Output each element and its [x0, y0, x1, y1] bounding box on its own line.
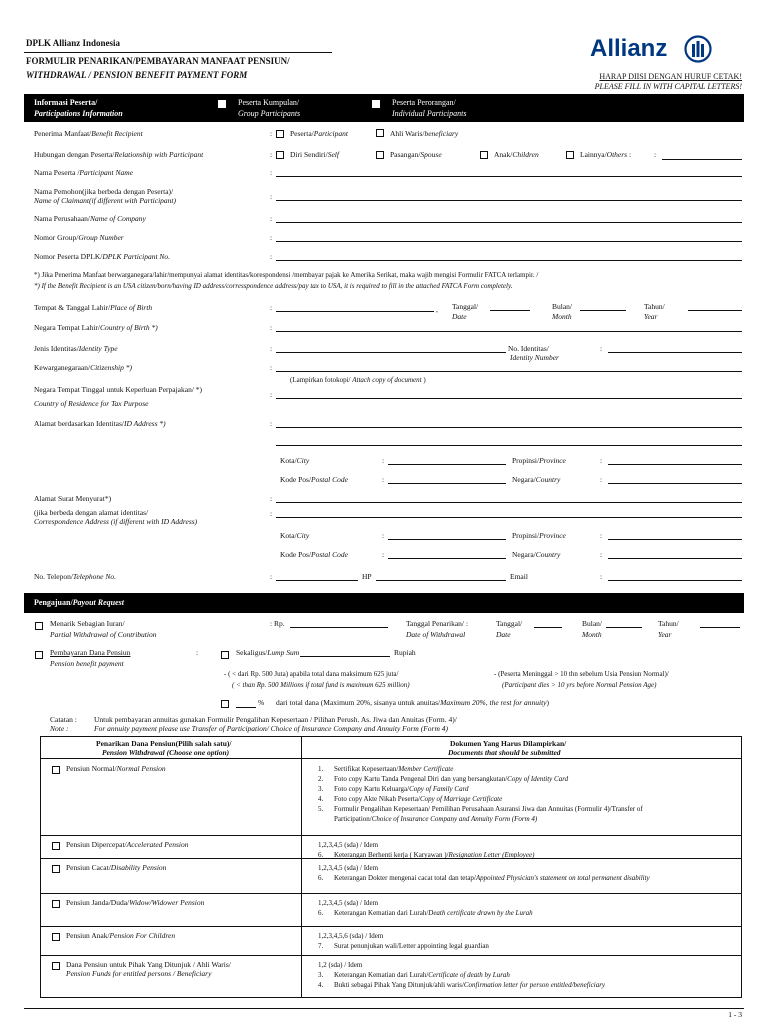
group-number-input[interactable]: [276, 241, 742, 242]
mail-address-sub-en: Correspondence Address (if different with ID Address): [34, 517, 198, 526]
colon: :: [382, 475, 385, 484]
lump-sum-amount-input[interactable]: [300, 656, 390, 657]
id-province-input[interactable]: [608, 464, 742, 465]
capital-letters-note-id: HARAP DIISI DENGAN HURUF CETAK!: [599, 72, 742, 81]
document-item-text-id: Foto copy Kartu Tanda Pengenal Diri dan yang bersangkutan/: [334, 775, 508, 783]
birth-month-label-id: Bulan/: [552, 302, 572, 311]
relationship-label: Hubungan dengan Peserta/Relationship with Participant: [34, 150, 204, 159]
document-item-text-id: Keterangan Dokter mengenai cacat total dan tetap/: [334, 874, 476, 882]
id-city-label: Kota/City: [280, 456, 310, 465]
withdraw-year-label-id: Tahun/: [658, 619, 679, 628]
pension-option-label-en: Accelerated Pension: [126, 840, 189, 849]
id-postal-label: Kode Pos/Postal Code: [280, 475, 348, 484]
recipient-participant-checkbox[interactable]: [276, 130, 284, 138]
lump-rule1-en: ( < than Rp. 500 Millions if total fund is maximum 625 million): [232, 681, 410, 689]
colon: :: [382, 456, 385, 465]
participant-name-input[interactable]: [276, 176, 742, 177]
birth-country-label: Negara Tempat Lahir/Country of Birth *): [34, 323, 158, 332]
identity-number-label-id: No. Identitas/: [508, 344, 549, 353]
document-item: [334, 874, 650, 883]
fatca-note-en: *) If the Benefit Recipient is an USA citizen/born/having ID address/corresspondence address/pay tax to USA, it is required to fill in the attached FATCA Form completely.: [34, 282, 513, 290]
colon: :: [270, 303, 273, 312]
pension-payment-checkbox[interactable]: [35, 651, 43, 659]
colon: :: [270, 129, 273, 138]
email-label: Email: [510, 572, 528, 581]
document-item: [334, 785, 469, 794]
id-city-input[interactable]: [388, 464, 506, 465]
document-item-text-en: Certificate of death by Lurah: [428, 971, 510, 979]
withdraw-year-input[interactable]: [700, 627, 740, 628]
pension-option-label: [66, 931, 175, 940]
document-item-text-id: 1,2,3,4,5 (sda) / Idem: [318, 899, 379, 907]
pension-payment-label-en: Pension benefit payment: [50, 659, 124, 668]
colon: :: [654, 150, 657, 159]
pension-option-label-en: Normal Pension: [116, 764, 166, 773]
document-item-text-id: Bukti sebagai Pihak Yang Ditunjuk/ahli waris/: [334, 981, 464, 989]
relation-others-checkbox[interactable]: [566, 151, 574, 159]
hp-label: HP: [362, 572, 372, 581]
document-item: [334, 909, 533, 918]
document-item-number: 6.: [318, 874, 324, 882]
colon: :: [600, 550, 603, 559]
pension-option-label-id: Pensiun Anak/: [66, 931, 110, 940]
table-col2-header-id: Dokumen Yang Harus Dilampirkan/: [450, 739, 567, 748]
hp-input[interactable]: [376, 580, 506, 581]
birth-year-label-en: Year: [644, 312, 658, 321]
colon: :: [270, 363, 273, 372]
document-item-number: 7.: [318, 942, 324, 950]
tax-country-label: Negara Tempat Tinggal untuk Keperluan Perpajakan/ *): [34, 385, 203, 394]
individual-participant-checkbox[interactable]: [372, 100, 380, 108]
document-item-number: 4.: [318, 981, 324, 989]
colon: :: [196, 648, 199, 657]
table-row-divider: [40, 858, 742, 859]
document-item-text-en: Copy of Family Card: [409, 785, 469, 793]
rp-label: : Rp.: [270, 619, 285, 628]
pension-option-checkbox[interactable]: [52, 900, 60, 908]
document-item-number: 4.: [318, 795, 324, 803]
relation-others-input[interactable]: [662, 159, 742, 160]
note-label-en: Note :: [50, 724, 69, 733]
pension-payment-label-id: Pembayaran Dana Pensiun: [50, 648, 131, 657]
document-item-text-en: Choice of Insurance Company and Annuity Form (Form 4): [371, 815, 538, 823]
pension-option-label-en: Pension For Children: [109, 931, 176, 940]
mail-address-label: Alamat Surat Menyurat*): [34, 494, 112, 503]
payout-request-bar: [24, 593, 744, 613]
id-country-input[interactable]: [608, 483, 742, 484]
colon: :: [270, 233, 273, 242]
mail-address-input-line1[interactable]: [276, 502, 742, 503]
colon: :: [270, 214, 273, 223]
percent-sign: %: [258, 698, 265, 707]
company-name-input[interactable]: [276, 222, 742, 223]
colon: :: [270, 323, 273, 332]
pension-option-label: [66, 840, 188, 849]
partial-withdrawal-checkbox[interactable]: [35, 622, 43, 630]
id-address-input-line2[interactable]: [276, 445, 742, 446]
lump-rule2-en: (Participant dies > 10 yrs before Normal Pension Age): [502, 681, 657, 689]
group-number-label: Nomor Group/Group Number: [34, 233, 124, 242]
document-item-text-id: Sertifikat Kepesertaan/: [334, 765, 399, 773]
company-name-label: Nama Perusahaan/Name of Company: [34, 214, 146, 223]
pension-option-label: [66, 960, 231, 978]
dplk-number-label: Nomor Peserta DPLK/DPLK Participant No.: [34, 252, 171, 261]
colon: :: [600, 344, 603, 353]
withdraw-month-label-en: Month: [582, 630, 602, 639]
colon: :: [270, 344, 273, 353]
relation-self-checkbox[interactable]: [276, 151, 284, 159]
individual-participant-label-en: Individual Participants: [392, 109, 467, 118]
table-row-divider: [40, 955, 742, 956]
pension-option-label-id: Pensiun Janda/Duda/: [66, 898, 130, 907]
mail-city-input[interactable]: [388, 539, 506, 540]
pension-option-label-en: Pension Funds for entitled persons / Beneficiary: [66, 969, 212, 978]
claimant-name-input[interactable]: [276, 200, 742, 201]
pension-option-checkbox[interactable]: [52, 962, 60, 970]
withdraw-year-label-en: Year: [658, 630, 672, 639]
document-item-number: 6.: [318, 909, 324, 917]
allianz-eagle-icon: [684, 35, 712, 63]
identity-type-input[interactable]: [276, 352, 506, 353]
document-item-text-id: 1,2 (sda) / Idem: [318, 961, 363, 969]
pension-option-label: [66, 898, 204, 907]
document-item-text-id: 1,2,3,4,5,6 (sda) / Idem: [318, 932, 384, 940]
table-col2-header-en: Documents that should be submitted: [448, 748, 561, 757]
relation-spouse-label: Pasangan/Spouse: [390, 150, 442, 159]
header-divider: [24, 52, 332, 53]
birth-month-label-en: Month: [552, 312, 572, 321]
document-item-text-id: 1,2,3,4,5 (sda) / Idem: [318, 864, 379, 872]
document-item-number: 3.: [318, 785, 324, 793]
fatca-note-id: *) Jika Penerima Manfaat berwarganegara/lahir/mempunyai alamat identitas/korespondensi /membayar pajak ke Amerika Serikat, maka wajib mengisi Formulir FATCA terlampir. /: [34, 271, 539, 279]
participants-info-bar: [24, 94, 744, 122]
colon: :: [270, 150, 273, 159]
email-input[interactable]: [608, 580, 742, 581]
form-title-id: FORMULIR PENARIKAN/PEMBAYARAN MANFAAT PENSIUN/: [26, 56, 290, 66]
document-item: [318, 841, 378, 850]
identity-type-label: Jenis Identitas/Identity Type: [34, 344, 118, 353]
relation-children-label: Anak/Children: [494, 150, 539, 159]
table-column-divider: [301, 736, 302, 998]
document-item-text-id: Formulir Pengalihan Kepesertaan/ Pemilihan Perusahaan Asuransi Jiwa dan Annuitas (Formulir 4)/Transfer of: [334, 805, 643, 813]
pension-option-checkbox[interactable]: [52, 766, 60, 774]
id-postal-input[interactable]: [388, 483, 506, 484]
birth-year-input[interactable]: [688, 310, 742, 311]
mail-province-label: Propinsi/Province: [512, 531, 566, 540]
pension-option-label-id: Pensiun Dipercepat/: [66, 840, 127, 849]
individual-participant-label-id: Peserta Perorangan/: [392, 98, 456, 107]
phone-input[interactable]: [276, 580, 358, 581]
lump-rule2-id: - (Peserta Meninggal > 10 thn sebelum Usia Pensiun Normal)/: [494, 670, 669, 678]
rupiah-label: Rupiah: [394, 648, 416, 657]
withdraw-day-input[interactable]: [534, 627, 562, 628]
pension-option-label-id: Pensiun Normal/: [66, 764, 117, 773]
page-number: 1 - 3: [728, 1010, 742, 1019]
group-participant-label-id: Peserta Kumpulan/: [238, 98, 300, 107]
withdraw-date-label-id: Tanggal Penarikan/ :: [406, 619, 468, 628]
lump-sum-checkbox[interactable]: [221, 651, 229, 659]
tax-country-label-en: Country of Residence for Tax Purpose: [34, 399, 149, 408]
colon: :: [270, 192, 273, 201]
claimant-name-label: Nama Pemohon(jika berbeda dengan Peserta)/: [34, 187, 174, 196]
document-item-number: 6.: [318, 851, 324, 859]
colon: :: [270, 509, 273, 518]
partial-withdrawal-label-en: Partial Withdrawal of Contribution: [50, 630, 157, 639]
document-item: [334, 765, 453, 774]
birth-date-label-en: Date: [452, 312, 467, 321]
note-text-id: Untuk pembayaran annuitas gunakan Formulir Pengalihan Kepesertaan / Pilihan Perush. As. Jiwa dan Anuitas (Form. 4)/: [94, 715, 457, 724]
citizenship-input[interactable]: [276, 371, 742, 372]
id-country-label: Negara/Country: [512, 475, 561, 484]
colon: :: [600, 531, 603, 540]
table-row-divider: [40, 893, 742, 894]
colon: :: [270, 252, 273, 261]
id-province-label: Propinsi/Province: [512, 456, 566, 465]
document-item-text-en: Member Certificate: [398, 765, 454, 773]
mail-address-sub: (jika berbeda dengan alamat identitas/: [34, 508, 149, 517]
comma: ,: [436, 305, 438, 314]
withdraw-month-input[interactable]: [606, 627, 642, 628]
birth-country-input[interactable]: [276, 331, 742, 332]
allianz-logo-text: Allianz: [590, 35, 668, 62]
document-item-number: 2.: [318, 775, 324, 783]
colon: :: [600, 475, 603, 484]
colon: :: [600, 456, 603, 465]
document-item-text-en: Copy of Identity Card: [507, 775, 569, 783]
document-item-number: 1.: [318, 765, 324, 773]
colon: :: [270, 419, 273, 428]
table-col1-header-id: Penarikan Dana Pensiun(Pilih salah satu)/: [96, 739, 232, 748]
birth-year-label-id: Tahun/: [644, 302, 665, 311]
note-text-en: For annuity payment please use Transfer of Participation/ Choice of Insurance Company and Annuity Form (Form 4): [94, 724, 448, 733]
colon: :: [270, 494, 273, 503]
percentage-checkbox[interactable]: [221, 700, 229, 708]
relation-spouse-checkbox[interactable]: [376, 151, 384, 159]
table-col1-header-en: Pension Withdrawal (Choose one option): [102, 748, 230, 757]
withdraw-day-label-id: Tanggal/: [496, 619, 523, 628]
document-item-text-id: Keterangan Kematian dari Lurah/: [334, 909, 429, 917]
mail-country-input[interactable]: [608, 558, 742, 559]
document-item-text-en: Resignation Letter (Employee): [448, 851, 535, 859]
partial-amount-input[interactable]: [290, 627, 388, 628]
pension-option-label-id: Pensiun Cacat/: [66, 863, 111, 872]
document-item-text-en: Appointed Physician's statement on total permanent disability: [475, 874, 650, 882]
colon: :: [600, 572, 603, 581]
document-item: [334, 981, 605, 990]
withdraw-day-label-en: Date: [496, 630, 511, 639]
document-item: [318, 864, 378, 873]
payout-title: Pengajuan/Payout Request: [34, 598, 125, 607]
document-item: [318, 932, 383, 941]
identity-number-label-en: Identity Number: [510, 353, 559, 362]
recipient-beneficiary-checkbox[interactable]: [376, 129, 384, 137]
participant-name-label: Nama Peserta /Participant Name: [34, 168, 133, 177]
table-row-divider: [40, 926, 742, 927]
birth-place-input[interactable]: [276, 311, 434, 312]
id-address-label: Alamat berdasarkan Identitas/ID Address *): [34, 419, 166, 428]
document-item: [334, 775, 568, 784]
identity-number-input[interactable]: [608, 352, 742, 353]
participants-title-en: Participations Information: [34, 109, 123, 118]
document-item: [334, 795, 502, 804]
recipient-beneficiary-label: Ahli Waris/beneficiary: [390, 129, 459, 138]
document-item: [334, 805, 643, 814]
document-item-text-id: Foto copy Akte Nikah Peserta/: [334, 795, 420, 803]
mail-country-label: Negara/Country: [512, 550, 561, 559]
document-item: [334, 942, 489, 951]
colon: :: [382, 550, 385, 559]
document-item-text-en: Copy of Marriage Certificate: [419, 795, 503, 803]
lump-sum-label: Sekaligus/Lump Sum: [236, 648, 300, 657]
colon: :: [270, 572, 273, 581]
claimant-name-label-en: Name of Claimant(if different with Participant): [34, 196, 177, 205]
mail-city-label: Kota/City: [280, 531, 310, 540]
citizenship-label: Kewarganegaraan/Citizenship *): [34, 363, 132, 372]
tax-country-input[interactable]: [276, 398, 742, 399]
document-item-text-id: 1,2,3,4,5 (sda) / Idem: [318, 841, 379, 849]
document-item-number: 5.: [318, 805, 324, 813]
dplk-number-input[interactable]: [276, 260, 742, 261]
note-label: Catatan :: [50, 715, 77, 724]
form-title-en: WITHDRAWAL / PENSION BENEFIT PAYMENT FORM: [26, 70, 248, 80]
document-item-text-en: Confirmation letter for person entitled/beneficiary: [463, 981, 606, 989]
lump-rule1-id: - ( < dari Rp. 500 Juta) apabila total dana maksimum 625 juta/: [224, 670, 399, 678]
birth-place-label: Tempat & Tanggal Lahir/Place of Birth: [34, 303, 153, 312]
percentage-input[interactable]: [236, 707, 256, 708]
company-name: DPLK Allianz Indonesia: [26, 38, 121, 48]
withdraw-month-label-id: Bulan/: [582, 619, 602, 628]
pension-option-label: [66, 764, 166, 773]
relation-children-checkbox[interactable]: [480, 151, 488, 159]
recipient-participant-label: Peserta/Participant: [290, 129, 348, 138]
document-item-text-id: Participation/: [334, 815, 372, 823]
pension-option-checkbox[interactable]: [52, 842, 60, 850]
group-participant-checkbox[interactable]: [218, 100, 226, 108]
birth-month-input[interactable]: [580, 310, 626, 311]
colon: :: [382, 531, 385, 540]
document-item-text-en: Death certificate drawn by the Lurah: [428, 909, 533, 917]
birth-date-input[interactable]: [490, 310, 530, 311]
mail-postal-label: Kode Pos/Postal Code: [280, 550, 348, 559]
document-item-text-id: Foto copy Kartu Keluarga/: [334, 785, 410, 793]
colon: :: [270, 168, 273, 177]
relation-self-label: Diri Sendiri/Self: [290, 150, 339, 159]
document-item-text-id: Surat penunjukan wali/Letter appointing legal guardian: [334, 942, 489, 950]
group-participant-label-en: Group Participants: [238, 109, 301, 118]
table-row-divider: [40, 835, 742, 836]
birth-date-label-id: Tanggal/: [452, 302, 479, 311]
percentage-note: dari total dana (Maximum 20%, sisanya untuk anuitas/Maximum 20%, the rest for annuity): [276, 698, 550, 707]
withdraw-date-label-en: Date of Withdrawal: [406, 630, 466, 639]
document-item-text-id: Keterangan Kematian dari Lurah/: [334, 971, 429, 979]
document-item: [318, 899, 378, 908]
id-address-input-line1[interactable]: [276, 427, 742, 428]
phone-label: No. Telepon/Telephone No.: [34, 572, 116, 581]
benefit-recipient-label: Penerima Manfaat/Benefit Recipient: [34, 129, 143, 138]
capital-letters-note-en: PLEASE FILL IN WITH CAPITAL LETTERS!: [594, 82, 742, 91]
mail-province-input[interactable]: [608, 539, 742, 540]
pension-option-label-en: Disability Pension: [110, 863, 167, 872]
document-item: [334, 815, 537, 824]
footer-divider: [24, 1008, 744, 1009]
document-item: [334, 971, 510, 980]
partial-withdrawal-label-id: Menarik Sebagian Iuran/: [50, 619, 125, 628]
mail-address-input-line2[interactable]: [276, 517, 742, 518]
pension-option-label-id: Dana Pensiun untuk Pihak Yang Ditunjuk / Ahli Waris/: [66, 960, 231, 969]
colon: :: [270, 390, 273, 399]
document-item-text-id: Keterangan Berhenti kerja ( Karyawan )/: [334, 851, 449, 859]
document-item: [318, 961, 362, 970]
mail-postal-input[interactable]: [388, 558, 506, 559]
pension-option-label-en: Widow/Widower Pension: [129, 898, 205, 907]
participants-title-id: Informasi Peserta/: [34, 98, 98, 107]
attach-document-note: (Lampirkan fotokopi/ Attach copy of document ): [290, 376, 426, 384]
pension-option-checkbox[interactable]: [52, 865, 60, 873]
pension-option-checkbox[interactable]: [52, 933, 60, 941]
table-header-divider: [40, 758, 742, 759]
document-item-number: 3.: [318, 971, 324, 979]
pension-option-label: [66, 863, 166, 872]
relation-others-label: Lainnya/Others :: [580, 150, 632, 159]
